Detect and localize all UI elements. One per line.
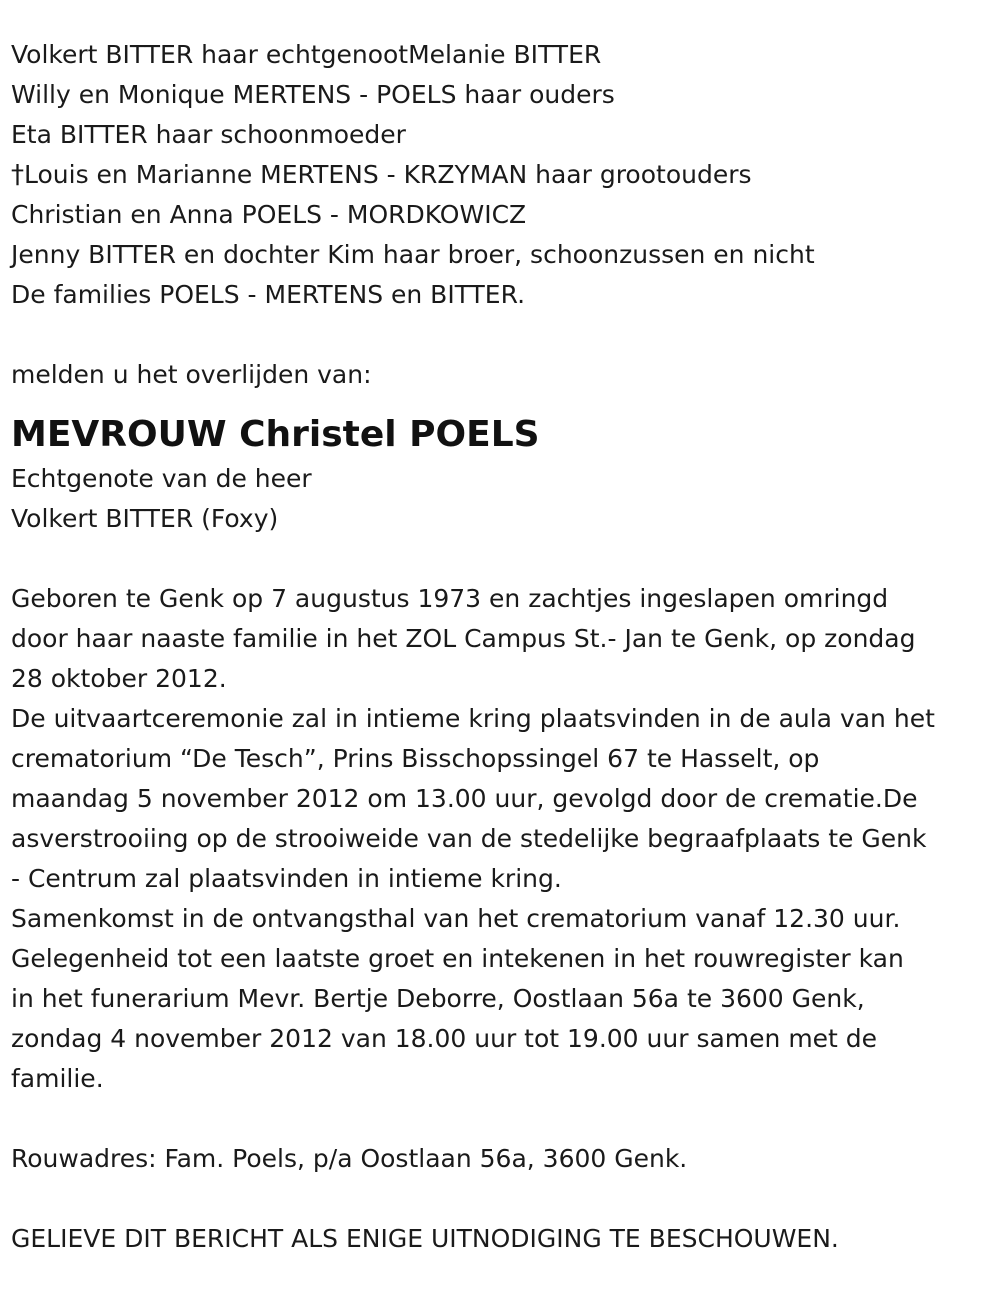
body-line: door haar naaste familie in het ZOL Campus St.- Jan te Genk, op zondag (11, 624, 916, 653)
family-line-text: Louis en Marianne MERTENS - KRZYMAN haar grootouders (24, 160, 752, 189)
body-line: crematorium “De Tesch”, Prins Bisschopssingel 67 te Hasselt, op (11, 744, 820, 773)
body-line: zondag 4 november 2012 van 18.00 uur tot 19.00 uur samen met de (11, 1024, 878, 1053)
announcement-text: melden u het overlijden van: (11, 360, 372, 389)
spacer (11, 1179, 996, 1219)
body-line: Geboren te Genk op 7 augustus 1973 en zachtjes ingeslapen omringd (11, 584, 889, 613)
body-line: familie. (11, 1064, 104, 1093)
body-line: asverstrooiing op de strooiweide van de stedelijke begraafplaats te Genk (11, 824, 927, 853)
mourning-address: Rouwadres: Fam. Poels, p/a Oostlaan 56a, 3600 Genk. (11, 1144, 688, 1173)
family-line (11, 155, 996, 195)
family-line: Eta BITTER haar schoonmoeder (11, 120, 406, 149)
body-line: De uitvaartceremonie zal in intieme kring plaatsvinden in de aula van het (11, 704, 935, 733)
spouse-line: Echtgenote van de heer (11, 464, 312, 493)
deceased-name: MEVROUW Christel POELS (11, 414, 540, 455)
body-line: in het funerarium Mevr. Bertje Deborre, Oostlaan 56a te 3600 Genk, (11, 984, 865, 1013)
body-line: Gelegenheid tot een laatste groet en intekenen in het rouwregister kan (11, 944, 904, 973)
cross-icon: † (11, 160, 24, 190)
family-line: De families POELS - MERTENS en BITTER. (11, 280, 526, 309)
body-line: maandag 5 november 2012 om 13.00 uur, gevolgd door de crematie.De (11, 784, 918, 813)
spacer (11, 315, 996, 355)
closing-statement: GELIEVE DIT BERICHT ALS ENIGE UITNODIGING TE BESCHOUWEN. (11, 1224, 839, 1253)
spacer (11, 539, 996, 579)
body-line: Samenkomst in de ontvangsthal van het crematorium vanaf 12.30 uur. (11, 904, 901, 933)
family-line: Christian en Anna POELS - MORDKOWICZ (11, 200, 527, 229)
family-line: Volkert BITTER haar echtgenootMelanie BITTER (11, 40, 602, 69)
body-line: 28 oktober 2012. (11, 664, 227, 693)
body-line: - Centrum zal plaatsvinden in intieme kring. (11, 864, 562, 893)
family-line: Willy en Monique MERTENS - POELS haar ouders (11, 80, 615, 109)
family-line: Jenny BITTER en dochter Kim haar broer, schoonzussen en nicht (11, 240, 815, 269)
spacer (11, 1099, 996, 1139)
spouse-line: Volkert BITTER (Foxy) (11, 504, 279, 533)
obituary-notice (11, 35, 996, 1259)
